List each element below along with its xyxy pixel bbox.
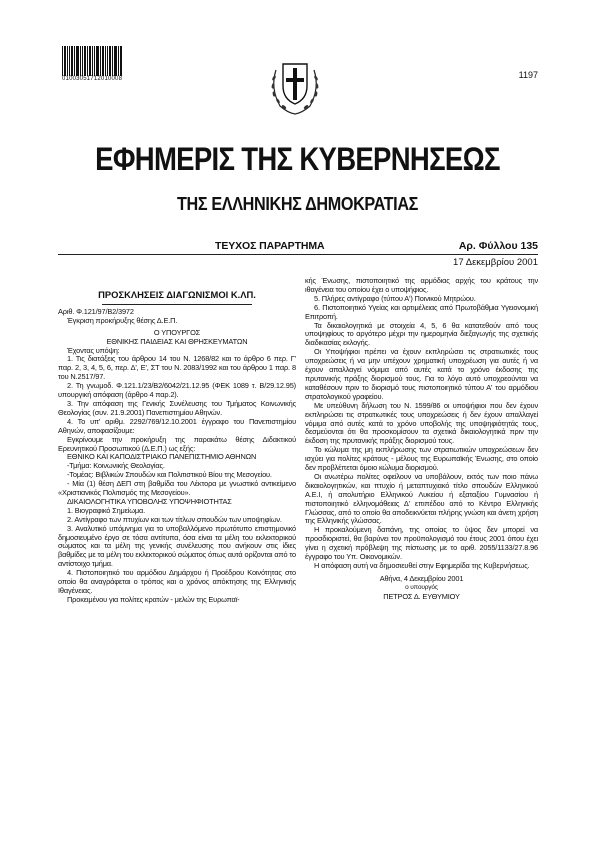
paragraph: 1. Τις διατάξεις του άρθρου 14 του Ν. 1268/82 και το άρθρο 6 περ. Γ' παρ. 2, 3, 4, 5, 6, περ. Δ', Ε', ΣΤ του Ν. 2083/1992 και του άρθρου 1 παρ. 8 του Ν.2517/97. bbox=[58, 354, 296, 382]
newspaper-title: ΕΦΗΜΕΡΙΣ ΤΗΣ ΚΥΒΕΡΝΗΣΕΩΣ bbox=[95, 141, 500, 177]
document-item: 6. Πιστοποιητικό Υγείας και αρτιμέλειας από Πρωτοβάθμια Υγειονομική Επιτροπή. bbox=[305, 302, 538, 321]
document-item: 3. Αναλυτικό υπόμνημα για το υποβαλλόμενο πρωτότυπο επιστημονικό δημοσιευμένο έργο σε τόσα αντίτυπα, όσα είναι τα μέλη του εκλεκτορικού σώματος και τα μέλη της γενικής συνέλευσης που ανήκουν στις ίδιες βαθμίδες με τα μέλη του εκλεκτορικού σώματος όπως αυτά ορίζονται από το αντίστοιχο τμήμα. bbox=[58, 523, 296, 569]
decision-reference: Αριθ. Φ.121/97/Β2/3972 bbox=[58, 306, 134, 316]
paragraph: Με υπεύθυνη δήλωση του Ν. 1599/86 οι υποψήφιοι που δεν έχουν εκπληρώσει τις στρατιωτικές τους υποχρεώσεις ή δεν έχουν απαλλαγεί νόμιμα από αυτές κατά το χρόνο υποβολής της υποψηφιότητάς τους, δεσμεύονται ότι θα προσκομίσουν τα σχετικά δικαιολογητικά πριν την έκδοση της πρυτανικής πράξης διορισμού τους. bbox=[305, 400, 538, 446]
minister-heading: Ο ΥΠΟΥΡΓΟΣ bbox=[153, 327, 201, 337]
greek-coat-of-arms-icon bbox=[266, 56, 324, 116]
right-column bbox=[305, 277, 538, 602]
document-item: 4. Πιστοποιητικό του αρμόδιου Δημάρχου ή Προέδρου Κοινότητας στο οποίο θα αναγράφεται ο τρόπος και ο χρόνος απόκτησης της Ελληνικής Ιθαγένειας. bbox=[58, 568, 296, 595]
ministry-name: ΕΘΝΙΚΗΣ ΠΑΙΔΕΙΑΣ ΚΑΙ ΘΡΗΣΚΕΥΜΑΤΩΝ bbox=[106, 336, 248, 346]
document-item: 5. Πλήρες αντίγραφο (τύπου Α') Ποινικού Μητρώου. bbox=[314, 293, 476, 303]
paragraph: κής Ένωσης, πιστοποιητικό της αρμόδιας αρχής του κράτους την ιθαγένεια του οποίου έχει ο υποψήφιος. bbox=[305, 276, 538, 294]
page-number: 1197 bbox=[518, 70, 538, 80]
header-divider bbox=[58, 254, 538, 255]
place-and-date: Αθήνα, 4 Δεκεμβρίου 2001 bbox=[379, 573, 464, 583]
paragraph: Η προκαλούμενη δαπάνη, της οποίας το ύψος δεν μπορεί να προσδιοριστεί, θα βαρύνει τον προϋπολογισμό του έτους 2001 όπου έχει γίνει η σχετική πρόβλεψη της πίστωσης με το αριθ. 2055/1133/27.8.96 έγγραφο του Υπ. Οικονομικών. bbox=[305, 525, 538, 562]
issue-type: ΤΕΥΧΟΣ ΠΑΡΑΡΤΗΜΑ bbox=[215, 240, 325, 252]
section-title: ΠΡΟΣΚΛΗΣΕΙΣ ΔΙΑΓΩΝΙΣΜΟΙ Κ.ΛΠ. bbox=[98, 289, 256, 300]
having-in-view: Έχοντας υπόψη: bbox=[67, 345, 120, 355]
sheet-number: Αρ. Φύλλου 135 bbox=[458, 240, 538, 252]
document-item: 2. Αντίγραφο των πτυχίων και των τίτλων σπουδών των υποψηφίων. bbox=[67, 514, 282, 524]
position: - Μία (1) θέση ΔΕΠ στη βαθμίδα του Λέκτορα με γνωστικό αντικείμενο «Χριστιανικός Πολιτισμός της Μεσογείου». bbox=[58, 479, 296, 498]
paragraph: Το κώλυμα της μη εκπλήρωσης των στρατιωτικών υποχρεώσεων δεν ισχύει για πολίτες κράτους - μέλους της Ευρωπαϊκής Ένωσης, στο οποίο δεν προβλέπεται όμοιο κώλυμα διορισμού. bbox=[305, 445, 538, 473]
paragraph: 3. Την απόφαση της Γενικής Συνέλευσης του Τμήματος Κοινωνικής Θεολογίας (συν. 21.9.2001) Πανεπιστημίου Αθηνών. bbox=[58, 398, 296, 417]
signatory-title: ο υπουργός bbox=[405, 583, 438, 591]
university-name: ΕΘΝΙΚΟ ΚΑΙ ΚΑΠΟΔΙΣΤΡΙΑΚΟ ΠΑΝΕΠΙΣΤΗΜΙΟ ΑΘΗΝΩΝ bbox=[67, 452, 257, 462]
document-item: 1. Βιογραφικό Σημείωμα. bbox=[67, 505, 146, 515]
paragraph: Οι ανωτέρω πολίτες οφείλουν να υποβάλουν, εκτός των ποιο πάνω δικαιολογητικών, και πτυχίο ή μεταπτυχιακό τίτλο σπουδών Ελληνικού Α.Ε.Ι, ή απολυτήριο Ελληνικού Λυκείου ή εξαταξίου Γυμνασίου ή πιστοποιητικό ελληνομάθειας Δ' επιπέδου από το Κέντρο Ελληνικής Γλώσσας, από το οποίο θα αποδεικνύεται πλήρης γνώση και άνετη χρήση της Ελληνικής γλώσσας. bbox=[305, 471, 538, 526]
paragraph: Η απόφαση αυτή να δημοσιευθεί στην Εφημερίδα της Κυβερνήσεως. bbox=[314, 561, 530, 570]
barcode-image bbox=[62, 46, 122, 76]
signatory-name: ΠΕΤΡΟΣ Δ. ΕΥΘΥΜΙΟΥ bbox=[383, 591, 460, 601]
paragraph: Εγκρίνουμε την προκήρυξη της παρακάτω θέσης Διδακτικού Ερευνητικού Προσωπικού (Δ.Ε.Π.) ως εξής: bbox=[58, 434, 296, 453]
paragraph: 4. Το υπ' αριθμ. 2292/769/12.10.2001 έγγραφο του Πανεπιστημίου Αθηνών, αποφασίζουμε: bbox=[58, 416, 296, 435]
left-column bbox=[58, 291, 296, 605]
barcode-number: 01003051712010008 bbox=[62, 76, 123, 82]
paragraph: Τα δικαιολογητικά με στοιχεία 4, 5, 6 θα κατατεθούν από τους υποψηφίους το αργότερο μέχρι την ημερομηνία διεξαγωγής της σχετικής διαδικασίας εκλογής. bbox=[305, 320, 538, 348]
paragraph: 2. Τη γνωμοδ. Φ.121.1/23/Β2/6042/21.12.95 (ΦΕΚ 1089 τ. Β/29.12.95) υπουργική απόφαση (άρθρο 4 παρ.2). bbox=[58, 381, 296, 400]
paragraph: Προκειμένου για πολίτες κρατών - μελών της Ευρωπαϊ- bbox=[67, 594, 240, 604]
decision-subject: Έγκριση προκήρυξης θέσης Δ.Ε.Π. bbox=[67, 315, 178, 325]
department: -Τμήμα: Κοινωνικής Θεολογίας. bbox=[67, 461, 165, 471]
paragraph: Οι Υποψήφιοι πρέπει να έχουν εκπληρώσει τις στρατιωτικές τους υποχρεώσεις ή να μην υπέχουν χρηματική υποχρέωση για αυτές ή να έχουν απαλλαγεί νόμιμα από αυτές κατά το χρόνο έκδοσης της πρυτανικής πράξης διορισμού τους. Για το λόγο αυτό υποχρεούνται να καταθέσουν πριν το διορισμό τους πιστοποιητικό τύπου Α' του αρμόδιου στρατολογικού γραφείου. bbox=[305, 347, 538, 401]
issue-date: 17 Δεκεμβρίου 2001 bbox=[453, 257, 538, 268]
section-title-underline bbox=[102, 304, 252, 305]
newspaper-subtitle: ΤΗΣ ΕΛΛΗΝΙΚΗΣ ΔΗΜΟΚΡΑΤΙΑΣ bbox=[176, 194, 419, 214]
sector: -Τομέας: Βιβλικών Σπουδών και Πολιτιστικού Βίου της Μεσογείου. bbox=[67, 470, 272, 480]
documents-heading: ΔΙΚΑΙΟΛΟΓΗΤΙΚΑ ΥΠΟΒΟΛΗΣ ΥΠΟΨΗΦΙΟΤΗΤΑΣ bbox=[67, 496, 232, 506]
